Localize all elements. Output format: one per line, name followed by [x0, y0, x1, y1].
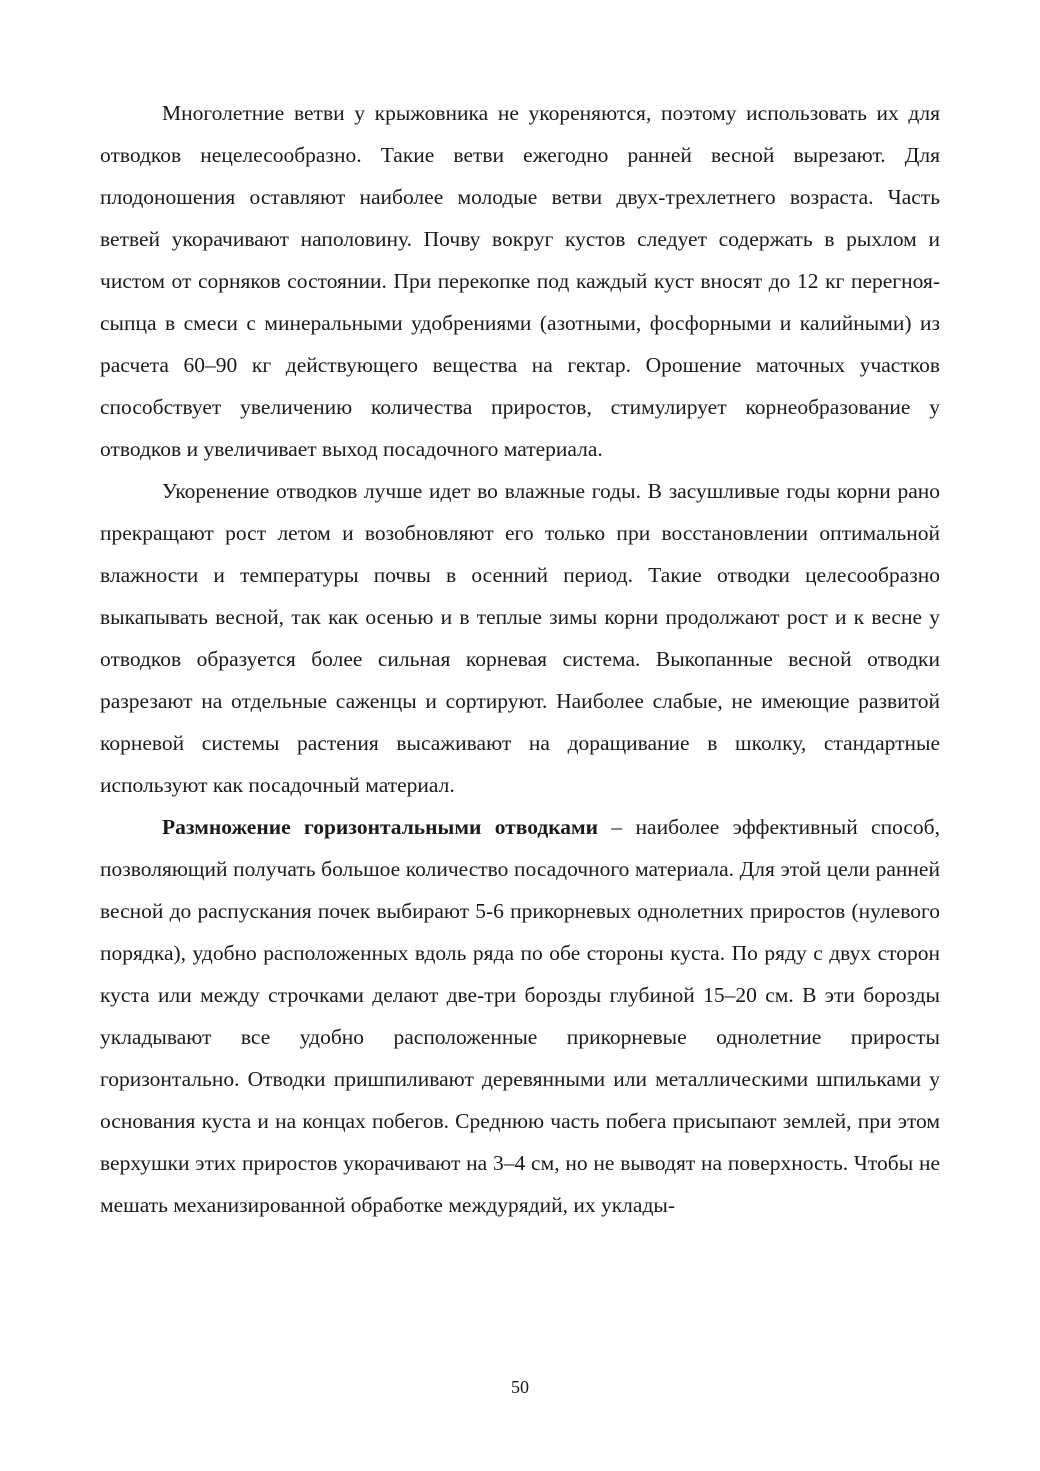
paragraph-1-text: Многолетние ветви у крыжовника не укореняются, поэтому использовать их для отводков нецелесообразно. Такие ветви ежегодно ранней весной вырезают. Для плодоношения оставляют наиболее молодые ветви двух-трехлетнего возраста. Часть ветвей укорачивают наполовину. Почву вокруг кустов следует содержать в рыхлом и чистом от сорняков состоянии. При перекопке под каждый куст вносят до 12 кг перегноя-сыпца в смеси с минеральными удобрениями (азотными, фосфорными и калийными) из расчета 60–90 кг действующего вещества на гектар. Орошение маточных участков способствует увеличению количества приростов, стимулирует корнеобразование у отводков и увеличивает выход посадочного материала. [100, 101, 940, 461]
page-number: 50 [511, 1377, 529, 1397]
paragraph-3-text: – наиболее эффективный способ, позволяющий получать большое количество посадочного материала. Для этой цели ранней весной до распускания почек выбирают 5-6 прикорневых однолетних приростов (нулевого порядка), удобно расположенных вдоль ряда по обе стороны куста. По ряду с двух сторон куста или между строчками делают две-три борозды глубиной 15–20 см. В эти борозды укладывают все удобно расположенные прикорневые однолетние приросты горизонтально. Отводки пришпиливают деревянными или металлическими шпильками у основания куста и на концах побегов. Среднюю часть побега присыпают землей, при этом верхушки этих приростов укорачивают на 3–4 см, но не выводят на поверхность. Чтобы не мешать механизированной обработке междурядий, их уклады- [100, 815, 940, 1217]
paragraph-3 [100, 806, 940, 1226]
document-body [100, 92, 940, 1226]
paragraph-2 [100, 470, 940, 806]
paragraph-3-bold-lead: Размножение горизонтальными отводками [162, 815, 599, 839]
paragraph-2-text: Укоренение отводков лучше идет во влажные годы. В засушливые годы корни рано прекращают рост летом и возобновляют его только при восстановлении оптимальной влажности и температуры почвы в осенний период. Такие отводки целесообразно выкапывать весной, так как осенью и в теплые зимы корни продолжают рост и к весне у отводков образуется более сильная корневая система. Выкопанные весной отводки разрезают на отдельные саженцы и сортируют. Наиболее слабые, не имеющие развитой корневой системы растения высаживают на доращивание в школку, стандартные используют как посадочный материал. [100, 479, 940, 797]
paragraph-1 [100, 92, 940, 470]
